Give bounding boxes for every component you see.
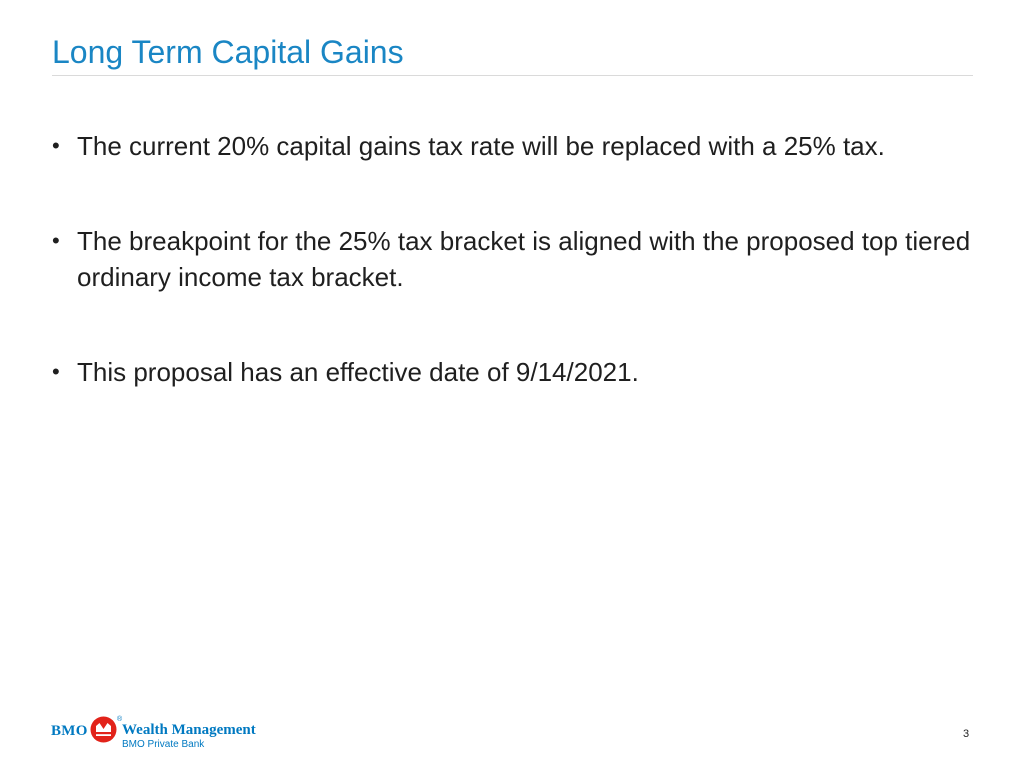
subdivision-name: BMO Private Bank xyxy=(122,739,205,750)
page-number: 3 xyxy=(963,728,970,740)
registered-mark: ® xyxy=(117,716,123,723)
bullet-item xyxy=(52,223,972,295)
bullet-text: This proposal has an effective date of 9/14/2021. xyxy=(77,357,639,387)
division-name: Wealth Management xyxy=(122,722,256,738)
bmo-roundel-icon xyxy=(90,716,117,743)
bullet-list xyxy=(52,128,972,390)
bullet-text: The current 20% capital gains tax rate will be replaced with a 25% tax. xyxy=(77,131,885,161)
bmo-wealth-management-logo xyxy=(51,714,281,754)
title-divider xyxy=(52,75,973,76)
bullet-text: The breakpoint for the 25% tax bracket is aligned with the proposed top tiered ordinary income tax bracket. xyxy=(77,226,971,292)
bullet-item xyxy=(52,354,972,390)
slide-title: Long Term Capital Gains xyxy=(52,34,404,70)
bullet-item xyxy=(52,128,972,164)
brand-name: BMO xyxy=(51,723,88,739)
bullet-dot: • xyxy=(52,359,60,384)
bullet-dot: • xyxy=(52,133,60,158)
bullet-dot: • xyxy=(52,228,60,253)
